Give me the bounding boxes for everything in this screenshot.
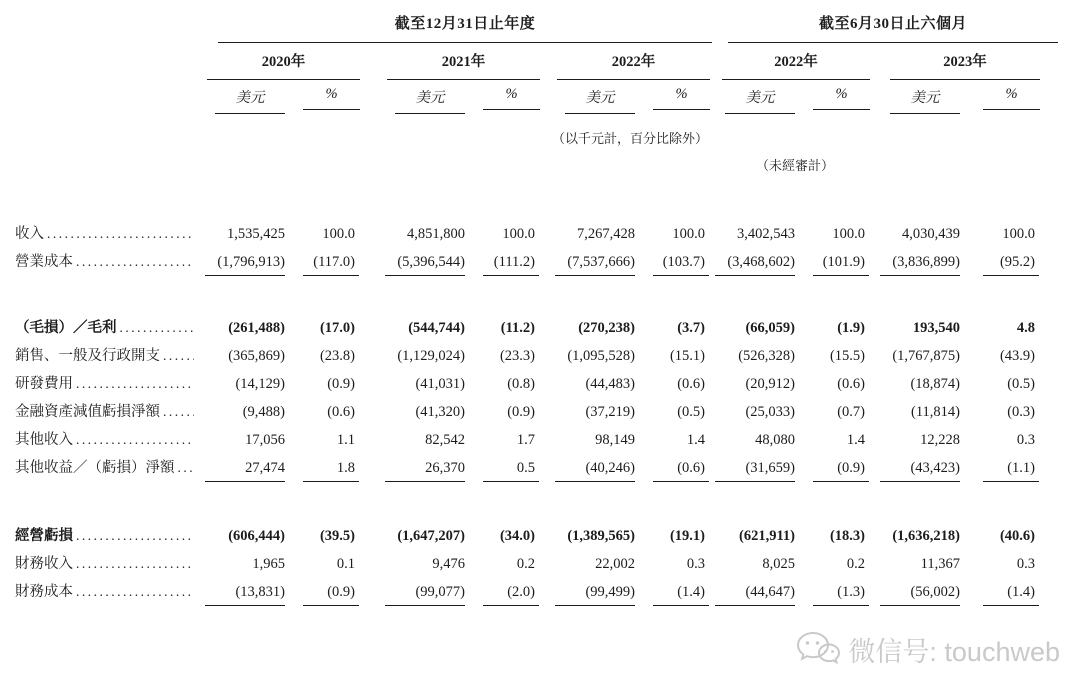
leader-dots (178, 460, 195, 477)
cell-amount: (99,077) (355, 584, 465, 601)
table-row (15, 372, 1035, 400)
cell-amount: 1,965 (252, 556, 285, 572)
cell-percent: (39.5) (319, 528, 355, 544)
watermark-text: 微信号: touchweb (848, 637, 1060, 667)
cell-percent: 1.4 (686, 432, 705, 448)
cell-amount: (621,911) (739, 528, 795, 544)
percent-header: % (303, 86, 360, 110)
cell-percent: (23.8) (319, 348, 355, 364)
cell-amount: (261,488) (228, 320, 285, 336)
cell-amount: 22,002 (595, 556, 635, 572)
percent-header: % (813, 86, 870, 110)
cell-amount: (14,129) (235, 376, 285, 392)
table-row (15, 428, 1035, 456)
row-label-text: 其他收入 (15, 432, 73, 448)
table-row (15, 456, 1035, 484)
leader-dots (76, 556, 194, 573)
cell-percent: (43.9) (999, 348, 1035, 364)
cell-percent: 1.8 (285, 460, 355, 477)
row-label-text: 銷售、一般及行政開支 (15, 348, 160, 364)
year-header-2020: 2020年 (207, 50, 360, 80)
cell-amount: (9,488) (242, 404, 285, 420)
currency-header: 美元 (890, 86, 960, 114)
row-label (15, 372, 200, 393)
cell-amount: 7,267,428 (577, 226, 635, 242)
cell-amount: (44,647) (705, 584, 795, 601)
cell-percent: (0.5) (1007, 376, 1035, 392)
row-label-text: 研發費用 (15, 376, 73, 392)
row-label-text: （毛損）／毛利 (15, 320, 117, 336)
cell-amount: (99,499) (535, 584, 635, 601)
row-label (15, 250, 200, 271)
income-statement-table (15, 222, 1035, 608)
currency-header: 美元 (215, 86, 285, 114)
cell-percent: (19.1) (669, 528, 705, 544)
cell-percent: 0.3 (686, 556, 705, 572)
cell-percent: (15.5) (829, 348, 865, 364)
cell-amount: (20,912) (745, 376, 795, 392)
cell-percent: (11.2) (500, 320, 535, 336)
cell-amount: (31,659) (705, 460, 795, 477)
cell-percent: (117.0) (285, 254, 355, 271)
cell-percent: 100.0 (672, 226, 705, 242)
cell-amount: (526,328) (738, 348, 795, 364)
period-header-annual: 截至12月31日止年度 (218, 12, 712, 43)
cell-amount: (1,796,913) (200, 254, 285, 271)
cell-amount: 48,080 (755, 432, 795, 448)
cell-percent: (0.9) (795, 460, 865, 477)
cell-amount: (11,814) (911, 404, 960, 420)
table-row (15, 580, 1035, 608)
row-label-text: 其他收益／（虧損）淨額 (15, 460, 175, 476)
cell-amount: (18,874) (910, 376, 960, 392)
cell-amount: 1,535,425 (227, 226, 285, 242)
cell-amount: 3,402,543 (737, 226, 795, 242)
cell-amount: (1,767,875) (892, 348, 960, 364)
row-label-text: 收入 (15, 226, 44, 242)
leader-dots (76, 528, 194, 545)
table-row (15, 316, 1035, 344)
cell-percent: (1.9) (837, 320, 865, 336)
cell-amount: (5,396,544) (355, 254, 465, 271)
cell-percent: (0.8) (507, 376, 535, 392)
watermark (796, 630, 1060, 669)
cell-percent: 0.2 (846, 556, 865, 572)
row-label (15, 580, 200, 601)
cell-amount: 193,540 (912, 320, 960, 336)
cell-amount: (1,129,024) (397, 348, 465, 364)
cell-percent: 4.8 (1016, 320, 1035, 336)
table-row (15, 552, 1035, 580)
cell-percent: 100.0 (1002, 226, 1035, 242)
cell-amount: 98,149 (595, 432, 635, 448)
cell-percent: 0.2 (516, 556, 535, 572)
row-label (15, 222, 200, 243)
cell-percent: 100.0 (322, 226, 355, 242)
cell-amount: 8,025 (762, 556, 795, 572)
currency-header: 美元 (725, 86, 795, 114)
cell-amount: (25,033) (745, 404, 795, 420)
cell-percent: (103.7) (635, 254, 705, 271)
cell-percent: (0.6) (837, 376, 865, 392)
cell-amount: (270,238) (578, 320, 635, 336)
cell-amount: (40,246) (535, 460, 635, 477)
cell-amount: (41,031) (415, 376, 465, 392)
period-header-interim: 截至6月30日止六個月 (728, 12, 1058, 43)
cell-percent: (111.2) (465, 254, 535, 271)
row-label-text: 財務成本 (15, 584, 73, 600)
cell-amount: (1,636,218) (892, 528, 960, 544)
cell-percent: (0.6) (635, 460, 705, 477)
cell-percent: (40.6) (999, 528, 1035, 544)
cell-amount: 4,030,439 (902, 226, 960, 242)
cell-percent: 1.7 (516, 432, 535, 448)
cell-amount: (37,219) (585, 404, 635, 420)
leader-dots (47, 226, 194, 243)
cell-amount: (606,444) (228, 528, 285, 544)
cell-percent: 0.5 (465, 460, 535, 477)
cell-amount: 9,476 (432, 556, 465, 572)
cell-percent: (1.4) (635, 584, 705, 601)
row-label (15, 456, 200, 477)
leader-dots (163, 404, 194, 421)
cell-percent: (0.9) (507, 404, 535, 420)
table-row (15, 344, 1035, 372)
row-label-text: 金融資產減值虧損淨額 (15, 404, 160, 420)
row-label (15, 400, 200, 421)
percent-header: % (483, 86, 540, 110)
row-label-text: 經營虧損 (15, 528, 73, 544)
cell-percent: (2.0) (465, 584, 535, 601)
cell-percent: (23.3) (499, 348, 535, 364)
cell-amount: (1,095,528) (567, 348, 635, 364)
cell-percent: (0.6) (677, 376, 705, 392)
leader-dots (76, 376, 194, 393)
cell-percent: (1.1) (960, 460, 1035, 477)
row-label (15, 316, 200, 337)
cell-amount: (44,483) (585, 376, 635, 392)
leader-dots (120, 320, 195, 337)
cell-amount: 4,851,800 (407, 226, 465, 242)
cell-percent: (95.2) (960, 254, 1035, 271)
cell-amount: 26,370 (355, 460, 465, 477)
cell-amount: 12,228 (920, 432, 960, 448)
currency-header: 美元 (565, 86, 635, 114)
note-units: （以千元計，百分比除外） (551, 131, 708, 146)
year-header-2023-interim: 2023年 (890, 50, 1040, 80)
cell-percent: 0.1 (336, 556, 355, 572)
row-label-text: 營業成本 (15, 254, 73, 270)
cell-percent: (17.0) (319, 320, 355, 336)
cell-percent: (0.5) (677, 404, 705, 420)
cell-percent: 0.3 (1016, 556, 1035, 572)
year-header-2022-interim: 2022年 (722, 50, 870, 80)
note-unaudited: （未經審計） (755, 158, 834, 173)
row-label (15, 428, 200, 449)
row-label (15, 524, 200, 545)
table-row (15, 222, 1035, 250)
cell-amount: (13,831) (200, 584, 285, 601)
table-row (15, 250, 1035, 278)
cell-percent: (34.0) (499, 528, 535, 544)
cell-amount: (66,059) (745, 320, 795, 336)
cell-amount: (56,002) (865, 584, 960, 601)
leader-dots (163, 348, 194, 365)
cell-percent: (0.6) (327, 404, 355, 420)
cell-amount: (41,320) (415, 404, 465, 420)
cell-amount: (3,468,602) (705, 254, 795, 271)
cell-percent: (0.3) (1007, 404, 1035, 420)
cell-percent: (0.9) (327, 376, 355, 392)
table-row (15, 400, 1035, 428)
cell-percent: (101.9) (795, 254, 865, 271)
cell-amount: (365,869) (228, 348, 285, 364)
cell-percent: 100.0 (502, 226, 535, 242)
cell-percent: 1.1 (336, 432, 355, 448)
leader-dots (76, 584, 194, 601)
cell-amount: (1,647,207) (397, 528, 465, 544)
cell-percent: (1.3) (795, 584, 865, 601)
row-label (15, 552, 200, 573)
cell-amount: (43,423) (865, 460, 960, 477)
cell-percent: 100.0 (832, 226, 865, 242)
percent-header: % (983, 86, 1040, 110)
cell-percent: (0.7) (837, 404, 865, 420)
year-header-2022: 2022年 (557, 50, 710, 80)
table-row (15, 524, 1035, 552)
percent-header: % (653, 86, 710, 110)
cell-amount: 17,056 (245, 432, 285, 448)
year-header-2021: 2021年 (387, 50, 540, 80)
cell-amount: 82,542 (425, 432, 465, 448)
cell-percent: 1.4 (846, 432, 865, 448)
row-label (15, 344, 200, 365)
cell-amount: 11,367 (920, 556, 960, 572)
wechat-icon (796, 631, 840, 668)
cell-amount: 27,474 (200, 460, 285, 477)
cell-percent: (0.9) (285, 584, 355, 601)
cell-percent: (15.1) (669, 348, 705, 364)
leader-dots (76, 254, 194, 271)
currency-header: 美元 (395, 86, 465, 114)
cell-percent: (3.7) (677, 320, 705, 336)
cell-amount: (1,389,565) (567, 528, 635, 544)
cell-percent: (18.3) (829, 528, 865, 544)
row-label-text: 財務收入 (15, 556, 73, 572)
cell-percent: 0.3 (1016, 432, 1035, 448)
cell-amount: (7,537,666) (535, 254, 635, 271)
cell-percent: (1.4) (960, 584, 1035, 601)
leader-dots (76, 432, 194, 449)
cell-amount: (3,836,899) (865, 254, 960, 271)
cell-amount: (544,744) (408, 320, 465, 336)
